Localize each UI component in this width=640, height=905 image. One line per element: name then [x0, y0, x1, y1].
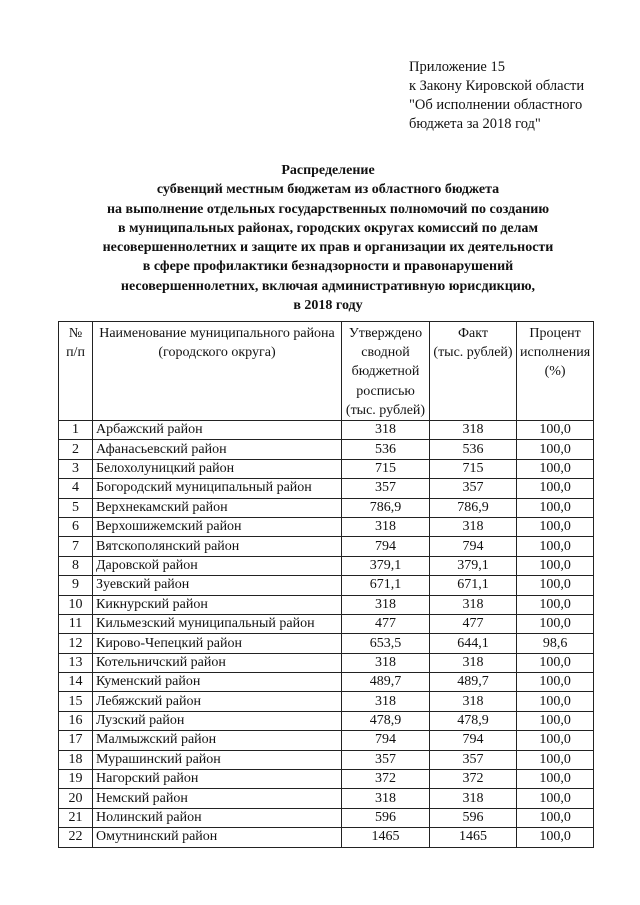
table-row [59, 537, 594, 556]
row-number: 15 [59, 692, 93, 711]
approved-amount: 318 [342, 595, 430, 614]
row-number: 3 [59, 459, 93, 478]
fact-amount: 596 [430, 808, 517, 827]
district-name: Лебяжский район [93, 692, 342, 711]
header-text: Факт [457, 326, 488, 341]
row-number: 17 [59, 731, 93, 750]
document-title [60, 161, 596, 315]
district-name: Зуевский район [93, 576, 342, 595]
approved-amount: 318 [342, 653, 430, 672]
district-name: Вятскополянский район [93, 537, 342, 556]
row-number: 14 [59, 673, 93, 692]
district-name: Омутнинский район [93, 828, 342, 847]
table-row [59, 750, 594, 769]
header-text: исполнения [520, 345, 591, 361]
title-line: на выполнение отдельных государственных полномочий по созданию [106, 201, 550, 217]
district-name: Афанасьевский район [93, 440, 342, 459]
table-row [59, 789, 594, 808]
row-number: 11 [59, 614, 93, 633]
execution-percent: 100,0 [517, 711, 594, 730]
execution-percent: 100,0 [517, 421, 594, 440]
execution-percent: 100,0 [517, 517, 594, 536]
district-name: Даровской район [93, 556, 342, 575]
approved-amount: 596 [342, 808, 430, 827]
table-row [59, 459, 594, 478]
header-text: сводной [361, 345, 410, 361]
header-text: (городского округа) [158, 345, 276, 361]
row-number: 12 [59, 634, 93, 653]
fact-amount: 477 [430, 614, 517, 633]
approved-amount: 786,9 [342, 498, 430, 517]
header-text: (тыс. рублей) [433, 345, 513, 361]
row-number: 8 [59, 556, 93, 575]
approved-amount: 318 [342, 692, 430, 711]
fact-amount: 478,9 [430, 711, 517, 730]
fact-amount: 489,7 [430, 673, 517, 692]
district-name: Нагорский район [93, 770, 342, 789]
district-name: Верхошижемский район [93, 517, 342, 536]
district-name: Кильмезский муниципальный район [93, 614, 342, 633]
row-number: 16 [59, 711, 93, 730]
table-row [59, 634, 594, 653]
appendix-line: к Закону Кировской области [409, 78, 585, 94]
fact-amount: 357 [430, 750, 517, 769]
table-row [59, 498, 594, 517]
row-number: 4 [59, 479, 93, 498]
execution-percent: 98,6 [517, 634, 594, 653]
execution-percent: 100,0 [517, 595, 594, 614]
district-name: Нолинский район [93, 808, 342, 827]
fact-amount: 794 [430, 731, 517, 750]
row-number: 9 [59, 576, 93, 595]
fact-amount: 357 [430, 479, 517, 498]
header-text: бюджетной [351, 364, 420, 380]
district-name: Мурашинский район [93, 750, 342, 769]
approved-amount: 1465 [342, 828, 430, 847]
execution-percent: 100,0 [517, 789, 594, 808]
approved-amount: 477 [342, 614, 430, 633]
header-text: п/п [66, 345, 85, 361]
table-row [59, 808, 594, 827]
execution-percent: 100,0 [517, 498, 594, 517]
fact-amount: 318 [430, 421, 517, 440]
appendix-line: "Об исполнении областного [409, 97, 583, 113]
row-number: 6 [59, 517, 93, 536]
table-row [59, 731, 594, 750]
execution-percent: 100,0 [517, 537, 594, 556]
header-text: (%) [544, 364, 566, 380]
approved-amount: 372 [342, 770, 430, 789]
execution-percent: 100,0 [517, 614, 594, 633]
table-row [59, 576, 594, 595]
execution-percent: 100,0 [517, 479, 594, 498]
fact-amount: 715 [430, 459, 517, 478]
row-number: 2 [59, 440, 93, 459]
execution-percent: 100,0 [517, 556, 594, 575]
row-number: 18 [59, 750, 93, 769]
appendix-line: бюджета за 2018 год" [409, 116, 541, 132]
header-approved [342, 322, 430, 421]
row-number: 13 [59, 653, 93, 672]
fact-amount: 1465 [430, 828, 517, 847]
district-name: Арбажский район [93, 421, 342, 440]
table-body [59, 421, 594, 848]
header-text: Процент [529, 326, 581, 341]
approved-amount: 489,7 [342, 673, 430, 692]
header-text: Наименование муниципального района [99, 326, 335, 341]
table-row [59, 479, 594, 498]
district-name: Лузский район [93, 711, 342, 730]
execution-percent: 100,0 [517, 692, 594, 711]
row-number: 7 [59, 537, 93, 556]
approved-amount: 357 [342, 479, 430, 498]
fact-amount: 318 [430, 692, 517, 711]
row-number: 21 [59, 808, 93, 827]
title-line: субвенций местным бюджетам из областного бюджета [156, 182, 500, 198]
row-number: 19 [59, 770, 93, 789]
appendix-reference [409, 58, 619, 134]
district-name: Кирово-Чепецкий район [93, 634, 342, 653]
header-text: Утверждено [348, 326, 423, 341]
fact-amount: 318 [430, 653, 517, 672]
table-row [59, 556, 594, 575]
title-line: несовершеннолетних, включая административную юрисдикцию, [120, 278, 536, 294]
approved-amount: 794 [342, 537, 430, 556]
fact-amount: 644,1 [430, 634, 517, 653]
row-number: 22 [59, 828, 93, 847]
row-number: 1 [59, 421, 93, 440]
row-number: 5 [59, 498, 93, 517]
table-row [59, 673, 594, 692]
approved-amount: 536 [342, 440, 430, 459]
district-name: Кикнурский район [93, 595, 342, 614]
fact-amount: 318 [430, 789, 517, 808]
table-row [59, 770, 594, 789]
table-row [59, 614, 594, 633]
approved-amount: 794 [342, 731, 430, 750]
execution-percent: 100,0 [517, 828, 594, 847]
district-name: Куменский район [93, 673, 342, 692]
execution-percent: 100,0 [517, 440, 594, 459]
header-percent [517, 322, 594, 421]
execution-percent: 100,0 [517, 808, 594, 827]
district-name: Белохолуницкий район [93, 459, 342, 478]
header-number [59, 322, 93, 421]
fact-amount: 671,1 [430, 576, 517, 595]
execution-percent: 100,0 [517, 731, 594, 750]
header-text: № [68, 326, 83, 341]
district-name: Малмыжский район [93, 731, 342, 750]
title-line: несовершеннолетних и защите их прав и организации их деятельности [102, 240, 554, 256]
table-row [59, 828, 594, 847]
approved-amount: 318 [342, 789, 430, 808]
approved-amount: 653,5 [342, 634, 430, 653]
execution-percent: 100,0 [517, 770, 594, 789]
district-name: Котельничский район [93, 653, 342, 672]
appendix-line: Приложение 15 [409, 59, 505, 75]
district-name: Верхнекамский район [93, 498, 342, 517]
row-number: 20 [59, 789, 93, 808]
table-row [59, 711, 594, 730]
table-row [59, 692, 594, 711]
fact-amount: 372 [430, 770, 517, 789]
table-row [59, 517, 594, 536]
title-line: в муниципальных районах, городских округах комиссий по делам [117, 220, 539, 236]
district-name: Богородский муниципальный район [93, 479, 342, 498]
distribution-table [58, 321, 594, 848]
row-number: 10 [59, 595, 93, 614]
approved-amount: 379,1 [342, 556, 430, 575]
approved-amount: 318 [342, 421, 430, 440]
execution-percent: 100,0 [517, 576, 594, 595]
execution-percent: 100,0 [517, 750, 594, 769]
title-line: в 2018 году [293, 298, 363, 314]
table-header-row [59, 322, 594, 421]
approved-amount: 671,1 [342, 576, 430, 595]
fact-amount: 318 [430, 517, 517, 536]
table-row [59, 421, 594, 440]
approved-amount: 715 [342, 459, 430, 478]
table-row [59, 440, 594, 459]
approved-amount: 318 [342, 517, 430, 536]
district-name: Немский район [93, 789, 342, 808]
header-text: росписью [356, 383, 415, 399]
title-line: Распределение [281, 163, 375, 178]
approved-amount: 478,9 [342, 711, 430, 730]
title-line: в сфере профилактики безнадзорности и правонарушений [142, 259, 514, 275]
header-name [93, 322, 342, 421]
table-row [59, 653, 594, 672]
fact-amount: 318 [430, 595, 517, 614]
header-text: (тыс. рублей) [345, 402, 426, 418]
fact-amount: 786,9 [430, 498, 517, 517]
approved-amount: 357 [342, 750, 430, 769]
table-row [59, 595, 594, 614]
fact-amount: 536 [430, 440, 517, 459]
execution-percent: 100,0 [517, 459, 594, 478]
execution-percent: 100,0 [517, 653, 594, 672]
fact-amount: 379,1 [430, 556, 517, 575]
header-fact [430, 322, 517, 421]
execution-percent: 100,0 [517, 673, 594, 692]
fact-amount: 794 [430, 537, 517, 556]
